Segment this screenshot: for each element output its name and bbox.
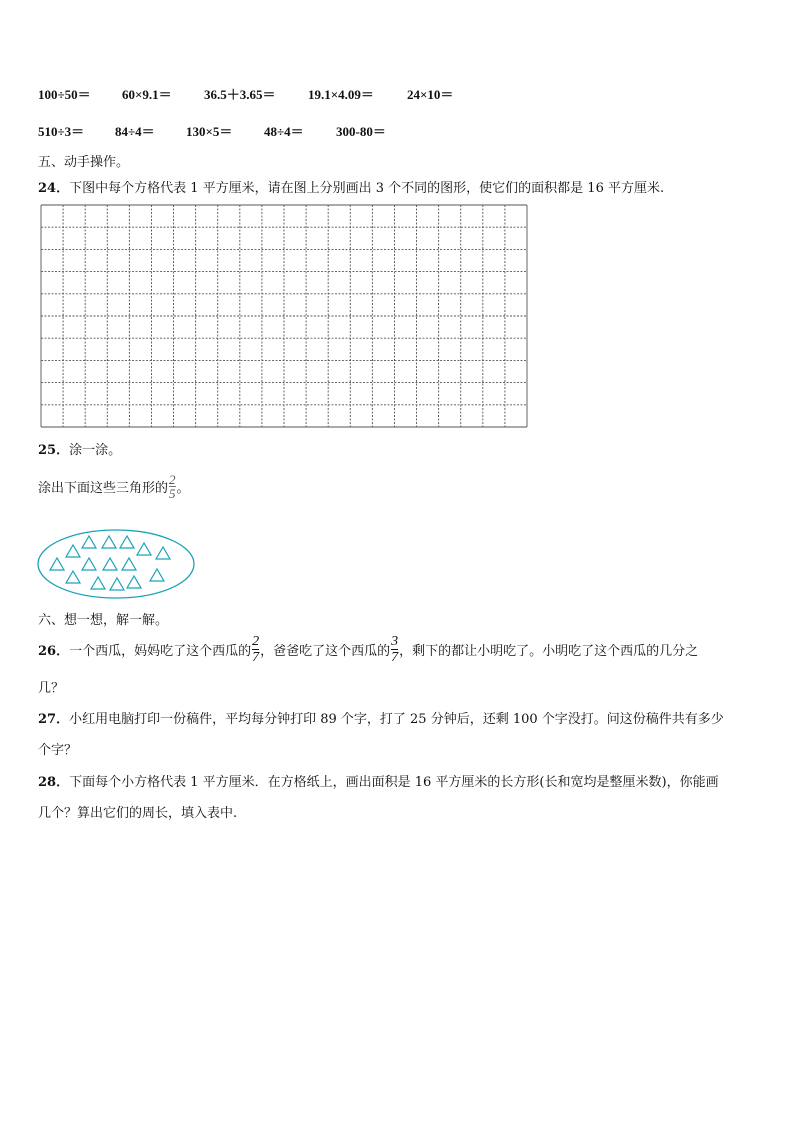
question-24: [38, 177, 664, 196]
question-26-line2: 几？: [38, 681, 65, 696]
fraction-two-sevenths: [252, 634, 259, 665]
oval-outline: [38, 530, 194, 598]
triangle-oval-figure[interactable]: [36, 527, 198, 603]
question-number: 25．: [38, 443, 70, 458]
question-text: 下面每个小方格代表 1 平方厘米．在方格纸上，画出面积是 16 平方厘米的长方形(长和宽均是整厘米数)，你能画: [69, 775, 719, 790]
calc-item: 36.5＋3.65＝: [204, 87, 276, 102]
triangle-shape[interactable]: [82, 536, 96, 548]
question-28: [38, 771, 719, 790]
triangle-shape[interactable]: [102, 536, 116, 548]
calc-item: 84÷4＝: [115, 124, 155, 139]
triangle-shape[interactable]: [150, 569, 164, 581]
calc-item: 300-80＝: [336, 124, 386, 139]
triangle-shape[interactable]: [103, 558, 117, 570]
question-text: ，爸爸吃了这个西瓜的: [260, 644, 391, 659]
triangle-shape[interactable]: [50, 558, 64, 570]
calc-item: 510÷3＝: [38, 124, 85, 139]
question-text: 涂一涂。: [69, 443, 122, 458]
triangle-shape[interactable]: [156, 547, 170, 559]
calc-item: 48÷4＝: [264, 124, 304, 139]
calc-item: 100÷50＝: [38, 87, 91, 102]
square-grid[interactable]: [40, 204, 528, 428]
fraction-denominator: 7: [252, 650, 260, 665]
fraction-denominator: 7: [391, 650, 399, 665]
fraction-numerator: 3: [391, 634, 399, 649]
question-28-line2: 几个？算出它们的周长，填入表中.: [38, 806, 238, 821]
question-number: 26．: [38, 644, 70, 659]
triangle-shape[interactable]: [66, 571, 80, 583]
question-26: [38, 636, 698, 667]
calc-item: 24×10＝: [407, 87, 454, 102]
question-27-line2: 个字？: [38, 743, 78, 758]
section-title: 五、动手操作。: [38, 155, 130, 170]
calc-item: 19.1×4.09＝: [308, 87, 374, 102]
triangle-shape[interactable]: [110, 578, 124, 590]
instruction-text: 涂出下面这些三角形的: [38, 481, 169, 496]
calc-item: 60×9.1＝: [122, 87, 172, 102]
question-27: [38, 708, 724, 727]
fraction-numerator: 2: [252, 634, 260, 649]
triangle-shape[interactable]: [82, 558, 96, 570]
triangle-shape[interactable]: [137, 543, 151, 555]
calc-item: 130×5＝: [186, 124, 233, 139]
question-25: [38, 439, 121, 458]
question-number: 28．: [38, 775, 70, 790]
fraction-two-fifths: [169, 473, 176, 500]
fraction-denominator: 5: [169, 486, 176, 501]
question-text: 小红用电脑打印一份稿件，平均每分钟打印 89 个字，打了 25 分钟后，还剩 100 个字没打。问这份稿件共有多少: [69, 712, 724, 727]
question-number: 27．: [38, 712, 70, 727]
question-text: ，剩下的都让小明吃了。小明吃了这个西瓜的几分之: [399, 644, 699, 659]
section-title: 六、想一想，解一解。: [38, 613, 169, 628]
triangle-shape[interactable]: [120, 536, 134, 548]
triangle-shape[interactable]: [91, 577, 105, 589]
fraction-numerator: 2: [169, 472, 176, 487]
question-text: 下图中每个方格代表 1 平方厘米，请在图上分别画出 3 个不同的图形，使它们的面积都是 16 平方厘米.: [69, 181, 665, 196]
triangle-shape[interactable]: [122, 558, 136, 570]
triangle-shape[interactable]: [66, 545, 80, 557]
question-text: 一个西瓜，妈妈吃了这个西瓜的: [69, 644, 252, 659]
instruction-end: 。: [176, 481, 190, 496]
triangle-shape[interactable]: [127, 576, 141, 588]
question-number: 24．: [38, 181, 70, 196]
fraction-three-sevenths: [391, 634, 398, 665]
q25-instruction: [38, 472, 190, 502]
